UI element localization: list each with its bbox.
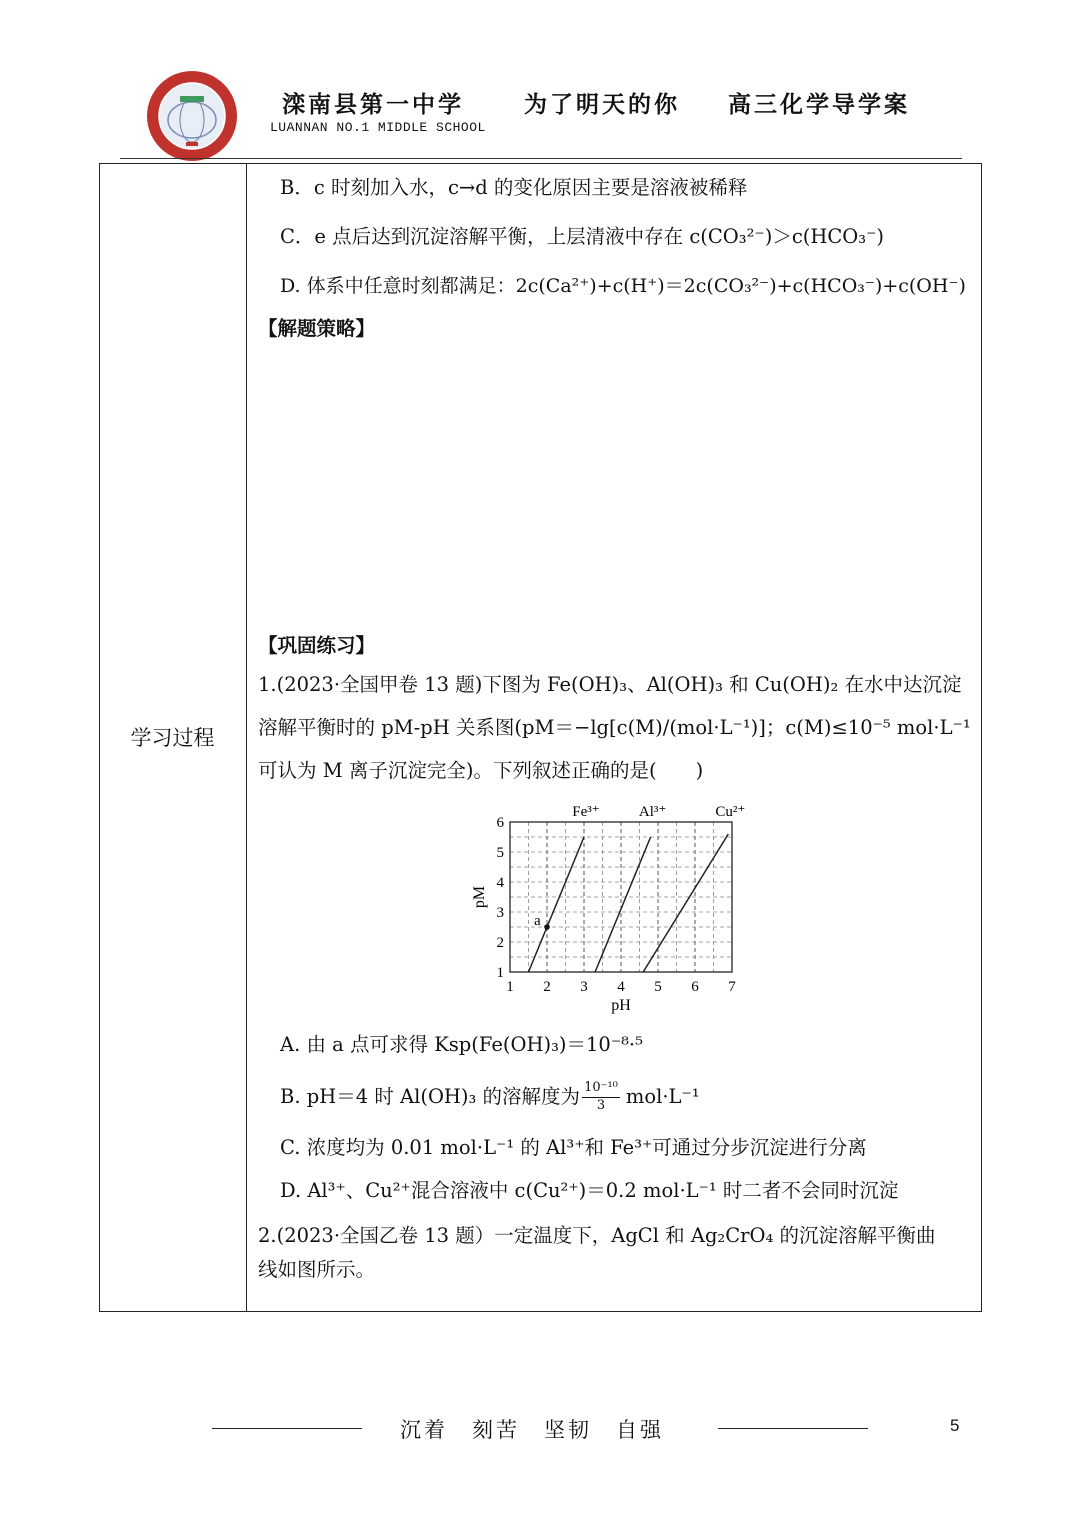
series-label: Cu²⁺	[715, 804, 746, 820]
q1-option-d: D. Al³⁺、Cu²⁺混合溶液中 c(Cu²⁺)＝0.2 mol·L⁻¹ 时二者不会同时沉淀	[280, 1179, 899, 1202]
school-name: 滦南县第一中学	[282, 92, 464, 118]
table-column-divider	[246, 163, 247, 1312]
q1-option-c: C. 浓度均为 0.01 mol·L⁻¹ 的 Al³⁺和 Fe³⁺可通过分步沉淀进行分离	[280, 1136, 867, 1159]
series-line	[643, 834, 728, 972]
y-tick-label: 2	[496, 935, 504, 951]
row-label: 学习过程	[130, 726, 215, 750]
q1-option-b	[280, 1080, 700, 1115]
option-d: D. 体系中任意时刻都满足：2c(Ca²⁺)+c(H⁺)＝2c(CO₃²⁻)+c(HCO₃⁻)+c(OH⁻)	[280, 275, 966, 297]
section-practice: 【巩固练习】	[258, 634, 376, 657]
series-line	[595, 837, 651, 972]
x-tick-label: 1	[506, 979, 514, 995]
x-tick-label: 5	[654, 979, 662, 995]
option-b: B．c 时刻加入水，c→d 的变化原因主要是溶液被稀释	[280, 176, 748, 199]
option-c: C．e 点后达到沉淀溶解平衡，上层清液中存在 c(CO₃²⁻)＞c(HCO₃⁻)	[280, 225, 884, 248]
y-tick-label: 6	[496, 815, 504, 831]
q1-stem-line2: 溶解平衡时的 pM-pH 关系图(pM＝−lg[c(M)/(mol·L⁻¹)]；c(M)≤10⁻⁵ mol·L⁻¹	[258, 716, 971, 739]
header-divider	[120, 158, 962, 159]
y-tick-label: 5	[496, 845, 504, 861]
page-number: 5	[950, 1416, 960, 1435]
data-point-a	[544, 924, 550, 930]
q1-stem-line3: 可认为 M 离子沉淀完全)。下列叙述正确的是( )	[258, 759, 704, 782]
school-logo	[146, 70, 238, 162]
y-tick-label: 1	[496, 965, 504, 981]
x-tick-label: 6	[691, 979, 699, 995]
x-axis-label: pH	[611, 997, 631, 1014]
q1-stem-line1: 1.(2023·全国甲卷 13 题)下图为 Fe(OH)₃、Al(OH)₃ 和 Cu(OH)₂ 在水中达沉淀	[258, 673, 962, 696]
x-tick-label: 4	[617, 979, 625, 995]
school-name-en: LUANNAN NO.1 MIDDLE SCHOOL	[270, 120, 486, 135]
q1-option-b-fraction	[582, 1080, 620, 1115]
q2-stem-line2: 线如图所示。	[258, 1258, 376, 1281]
q2-stem-line1: 2.(2023·全国乙卷 13 题）一定温度下，AgCl 和 Ag₂CrO₄ 的沉淀溶解平衡曲	[258, 1224, 936, 1247]
course-title: 高三化学导学案	[728, 92, 910, 118]
footer-motto: 沉着 刻苦 坚韧 自强	[400, 1418, 664, 1442]
x-tick-label: 7	[728, 979, 736, 995]
fraction-numerator: 10⁻¹⁰	[582, 1080, 620, 1098]
section-strategy: 【解题策略】	[258, 317, 376, 340]
footer-rule-left	[212, 1428, 362, 1429]
y-tick-label: 3	[496, 905, 504, 921]
fraction-denominator: 3	[596, 1097, 606, 1113]
y-axis-label: pM	[471, 885, 488, 909]
y-tick-label: 4	[496, 875, 504, 891]
pm-ph-chart	[468, 798, 768, 1020]
series-line	[529, 837, 585, 972]
q1-option-b-text: B. pH＝4 时 Al(OH)₃ 的溶解度为	[280, 1084, 581, 1108]
q1-option-a: A. 由 a 点可求得 Ksp(Fe(OH)₃)＝10⁻⁸·⁵	[280, 1033, 643, 1056]
series-label: Al³⁺	[638, 804, 667, 820]
series-label: Fe³⁺	[572, 804, 600, 820]
footer-rule-right	[718, 1428, 868, 1429]
school-motto: 为了明天的你	[524, 92, 680, 118]
point-label: a	[534, 913, 541, 929]
x-tick-label: 2	[543, 979, 551, 995]
q1-option-b-unit: mol·L⁻¹	[625, 1084, 700, 1108]
x-tick-label: 3	[580, 979, 588, 995]
